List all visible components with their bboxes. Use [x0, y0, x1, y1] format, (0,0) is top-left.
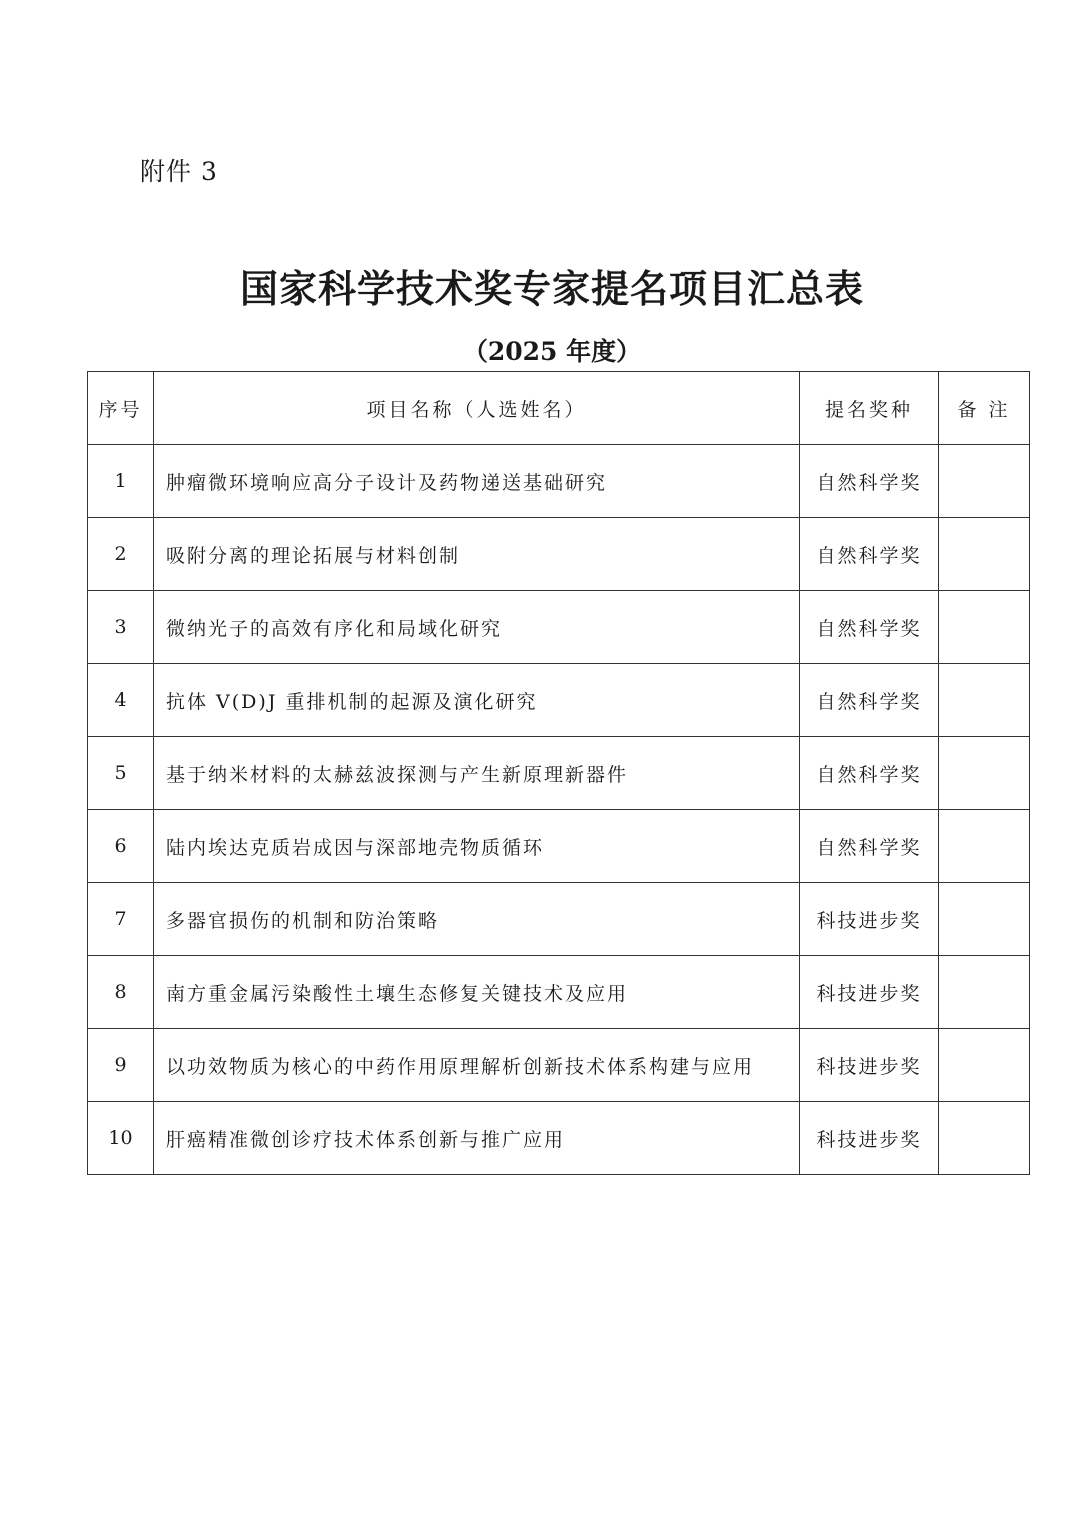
row-note	[939, 737, 1030, 810]
table-row	[88, 1102, 1030, 1175]
row-project-name-text: 微纳光子的高效有序化和局域化研究	[166, 617, 503, 640]
row-award-type-text: 自然科学奖	[816, 763, 922, 786]
row-no-text: 6	[114, 835, 127, 857]
row-project-name	[154, 956, 800, 1029]
table-row	[88, 1029, 1030, 1102]
row-project-name-text: 以功效物质为核心的中药作用原理解析创新技术体系构建与应用	[166, 1055, 755, 1078]
row-project-name-text: 多器官损伤的机制和防治策略	[166, 909, 440, 932]
row-award-type	[800, 664, 939, 737]
header-no: 序号	[88, 372, 154, 445]
row-award-type-text: 科技进步奖	[816, 1128, 922, 1151]
row-project-name	[154, 591, 800, 664]
row-award-type	[800, 1102, 939, 1175]
row-note	[939, 445, 1030, 518]
table-body	[88, 445, 1030, 1175]
row-note	[939, 518, 1030, 591]
row-no-text: 4	[114, 689, 127, 711]
row-project-name-text: 南方重金属污染酸性土壤生态修复关键技术及应用	[166, 982, 629, 1005]
row-award-type-text: 自然科学奖	[816, 471, 922, 494]
row-award-type-text: 自然科学奖	[816, 690, 922, 713]
table-row	[88, 518, 1030, 591]
row-no	[88, 445, 154, 518]
summary-table	[87, 371, 1030, 1175]
row-note	[939, 591, 1030, 664]
row-no	[88, 810, 154, 883]
row-award-type	[800, 591, 939, 664]
row-project-name-text: 陆内埃达克质岩成因与深部地壳物质循环	[166, 836, 545, 859]
row-award-type-text: 科技进步奖	[816, 982, 922, 1005]
row-project-name	[154, 883, 800, 956]
row-no	[88, 956, 154, 1029]
row-project-name	[154, 810, 800, 883]
row-project-name-text: 基于纳米材料的太赫兹波探测与产生新原理新器件	[166, 763, 629, 786]
header-name: 项目名称（人选姓名）	[154, 372, 800, 445]
header-type: 提名奖种	[800, 372, 939, 445]
table-row	[88, 956, 1030, 1029]
table-row	[88, 810, 1030, 883]
attachment-label: 附件 3	[140, 157, 218, 186]
row-award-type	[800, 956, 939, 1029]
document-subtitle: （2025 年度）	[462, 337, 642, 366]
row-no	[88, 591, 154, 664]
row-no-text: 9	[114, 1054, 127, 1076]
row-project-name-text: 抗体 V(D)J 重排机制的起源及演化研究	[166, 690, 538, 713]
row-project-name	[154, 664, 800, 737]
row-no	[88, 1102, 154, 1175]
row-award-type-text: 自然科学奖	[816, 836, 922, 859]
row-award-type	[800, 737, 939, 810]
row-award-type	[800, 1029, 939, 1102]
row-project-name	[154, 737, 800, 810]
table-row	[88, 591, 1030, 664]
row-award-type-text: 科技进步奖	[816, 1055, 922, 1078]
table-row	[88, 883, 1030, 956]
row-project-name-text: 肿瘤微环境响应高分子设计及药物递送基础研究	[166, 471, 608, 494]
row-no	[88, 664, 154, 737]
row-no	[88, 1029, 154, 1102]
row-no-text: 7	[114, 908, 127, 930]
row-award-type-text: 自然科学奖	[816, 617, 922, 640]
table-row	[88, 445, 1030, 518]
table-header-row	[88, 372, 1030, 445]
row-award-type	[800, 445, 939, 518]
row-project-name	[154, 1029, 800, 1102]
row-note	[939, 956, 1030, 1029]
table-row	[88, 664, 1030, 737]
row-project-name-text: 肝癌精准微创诊疗技术体系创新与推广应用	[166, 1128, 566, 1151]
row-award-type	[800, 518, 939, 591]
row-award-type	[800, 810, 939, 883]
header-note: 备 注	[939, 372, 1030, 445]
row-project-name	[154, 1102, 800, 1175]
row-note	[939, 664, 1030, 737]
row-award-type-text: 科技进步奖	[816, 909, 922, 932]
row-award-type-text: 自然科学奖	[816, 544, 922, 567]
row-note	[939, 1029, 1030, 1102]
row-no	[88, 737, 154, 810]
row-project-name-text: 吸附分离的理论拓展与材料创制	[166, 544, 461, 567]
document-title: 国家科学技术奖专家提名项目汇总表	[239, 267, 864, 311]
row-note	[939, 810, 1030, 883]
row-no-text: 5	[114, 762, 127, 784]
row-note	[939, 883, 1030, 956]
row-project-name	[154, 518, 800, 591]
row-no-text: 1	[114, 470, 127, 492]
row-no	[88, 883, 154, 956]
row-project-name	[154, 445, 800, 518]
row-no-text: 8	[114, 981, 127, 1003]
row-no	[88, 518, 154, 591]
row-no-text: 3	[114, 616, 127, 638]
row-no-text: 10	[108, 1127, 133, 1149]
row-award-type	[800, 883, 939, 956]
table-row	[88, 737, 1030, 810]
row-note	[939, 1102, 1030, 1175]
row-no-text: 2	[114, 543, 127, 565]
